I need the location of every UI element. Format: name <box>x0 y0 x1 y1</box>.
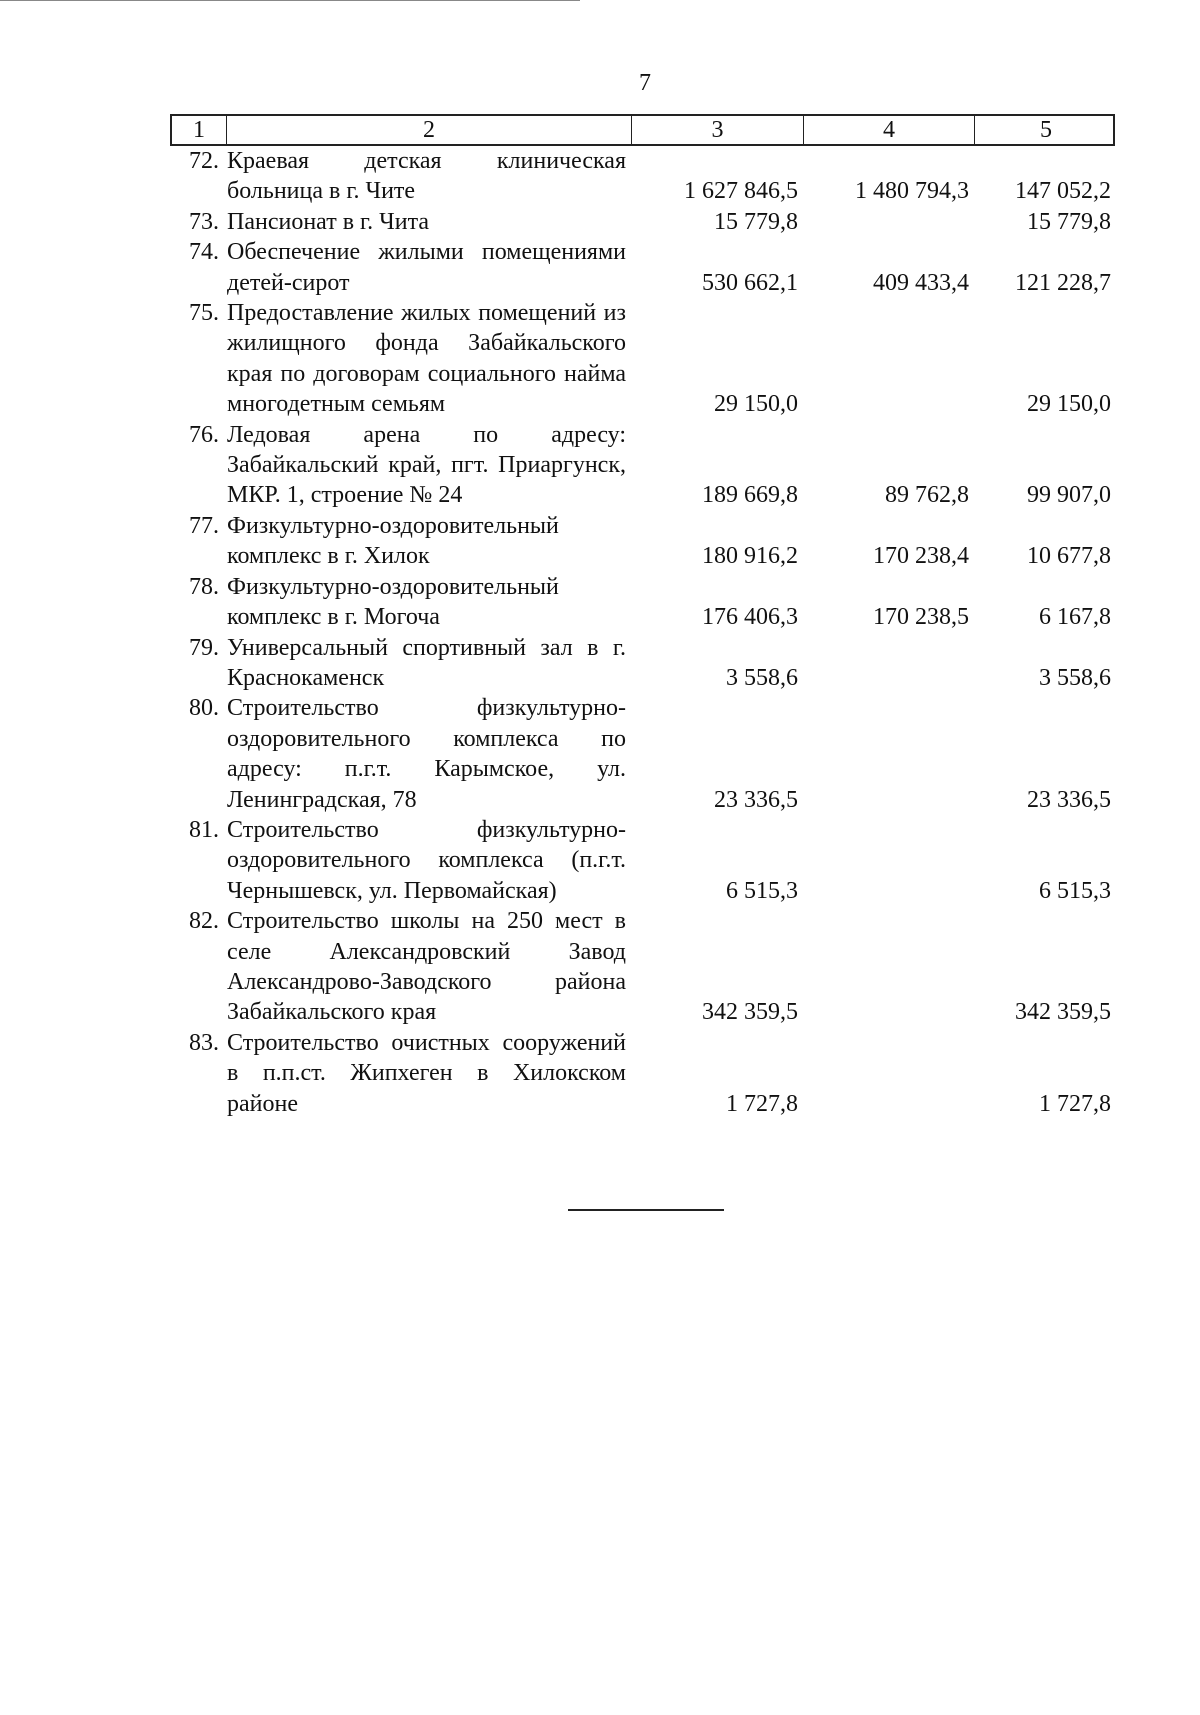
row-number: 72. <box>189 148 219 174</box>
table-row <box>170 298 1115 420</box>
row-col-5: 3 558,6 <box>1039 664 1111 691</box>
table-row <box>170 633 1115 694</box>
table-row <box>170 572 1115 633</box>
table-row <box>170 420 1115 511</box>
header-col-2: 2 <box>227 116 632 144</box>
row-total: 342 359,5 <box>702 999 798 1026</box>
row-name: Краевая детская клиническая больница в г. Чите <box>227 148 626 205</box>
table-row <box>170 237 1115 298</box>
row-total: 180 916,2 <box>702 543 798 570</box>
row-name: Физкультурно-оздоровительный комплекс в г. Могоча <box>227 573 559 631</box>
budget-table <box>170 114 1115 1119</box>
table-body <box>170 146 1115 1119</box>
table-row <box>170 511 1115 572</box>
row-number: 75. <box>189 300 219 327</box>
row-col-4: 170 238,5 <box>873 604 969 631</box>
scan-edge-line <box>0 0 580 1</box>
row-col-5: 23 336,5 <box>1027 786 1111 813</box>
row-name: Строительство очистных сооружений в п.п.ст. Жипхеген в Хилокском районе <box>227 1029 626 1117</box>
row-number: 78. <box>189 573 219 600</box>
row-name: Ледовая арена по адресу: Забайкальский край, пгт. Приаргунск, МКР. 1, строение № 24 <box>227 421 626 509</box>
row-number: 80. <box>189 695 219 722</box>
row-name: Пансионат в г. Чита <box>227 208 430 235</box>
table-row <box>170 906 1115 1028</box>
row-col-5: 10 677,8 <box>1027 543 1111 570</box>
row-name: Физкультурно-оздоровительный комплекс в г. Хилок <box>227 512 559 570</box>
row-total: 189 669,8 <box>702 482 798 509</box>
row-total: 3 558,6 <box>726 664 798 691</box>
row-total: 29 150,0 <box>714 391 798 418</box>
row-total: 6 515,3 <box>726 877 798 904</box>
row-number: 76. <box>189 421 219 448</box>
row-name: Строительство школы на 250 мест в селе Александровский Завод Александрово-Заводского района Забайкальского края <box>227 908 626 1026</box>
row-col-5: 147 052,2 <box>1015 178 1111 205</box>
row-number: 73. <box>189 208 219 235</box>
row-col-4: 1 480 794,3 <box>855 178 969 205</box>
row-number: 79. <box>189 634 219 661</box>
row-name: Универсальный спортивный зал в г. Краснокаменск <box>227 634 626 691</box>
row-col-4: 409 433,4 <box>873 269 969 296</box>
header-col-1: 1 <box>172 116 227 144</box>
row-name: Предоставление жилых помещений из жилищного фонда Забайкальского края по договорам социального найма многодетным семьям <box>227 300 626 418</box>
row-name: Строительство физкультурно-оздоровительного комплекса по адресу: п.г.т. Карымское, ул. Ленинградская, 78 <box>227 695 626 813</box>
header-col-5: 5 <box>1040 117 1052 143</box>
row-col-5: 29 150,0 <box>1027 391 1111 418</box>
table-header <box>170 114 1115 146</box>
row-col-4: 89 762,8 <box>885 482 969 509</box>
table-row <box>170 207 1115 237</box>
row-col-5: 1 727,8 <box>1039 1090 1111 1117</box>
end-separator-line <box>568 1209 724 1211</box>
table-row <box>170 1028 1115 1119</box>
header-col-4: 4 <box>804 116 975 144</box>
table-row <box>170 815 1115 906</box>
row-number: 83. <box>189 1029 219 1056</box>
row-total: 15 779,8 <box>714 208 798 235</box>
table-row <box>170 693 1115 815</box>
row-col-4: 170 238,4 <box>873 543 969 570</box>
row-total: 530 662,1 <box>702 269 798 296</box>
row-name: Строительство физкультурно- оздоровительного комплекса (п.г.т. Чернышевск, ул. Первомайская) <box>227 816 626 904</box>
row-number: 82. <box>189 908 219 935</box>
row-name: Обеспечение жилыми помещениями детей-сирот <box>227 239 626 296</box>
row-col-5: 6 515,3 <box>1039 877 1111 904</box>
header-col-3: 3 <box>632 116 804 144</box>
row-number: 81. <box>189 816 219 843</box>
row-number: 74. <box>189 239 219 266</box>
row-total: 1 727,8 <box>726 1090 798 1117</box>
row-col-5: 15 779,8 <box>1027 208 1111 235</box>
row-col-5: 99 907,0 <box>1027 482 1111 509</box>
row-total: 176 406,3 <box>702 604 798 631</box>
row-total: 23 336,5 <box>714 786 798 813</box>
row-col-5: 121 228,7 <box>1015 269 1111 296</box>
row-total: 1 627 846,5 <box>684 178 798 205</box>
page-number: 7 <box>639 70 651 96</box>
row-col-5: 342 359,5 <box>1015 999 1111 1026</box>
row-number: 77. <box>189 512 219 539</box>
row-col-5: 6 167,8 <box>1039 604 1111 631</box>
table-row <box>170 146 1115 207</box>
